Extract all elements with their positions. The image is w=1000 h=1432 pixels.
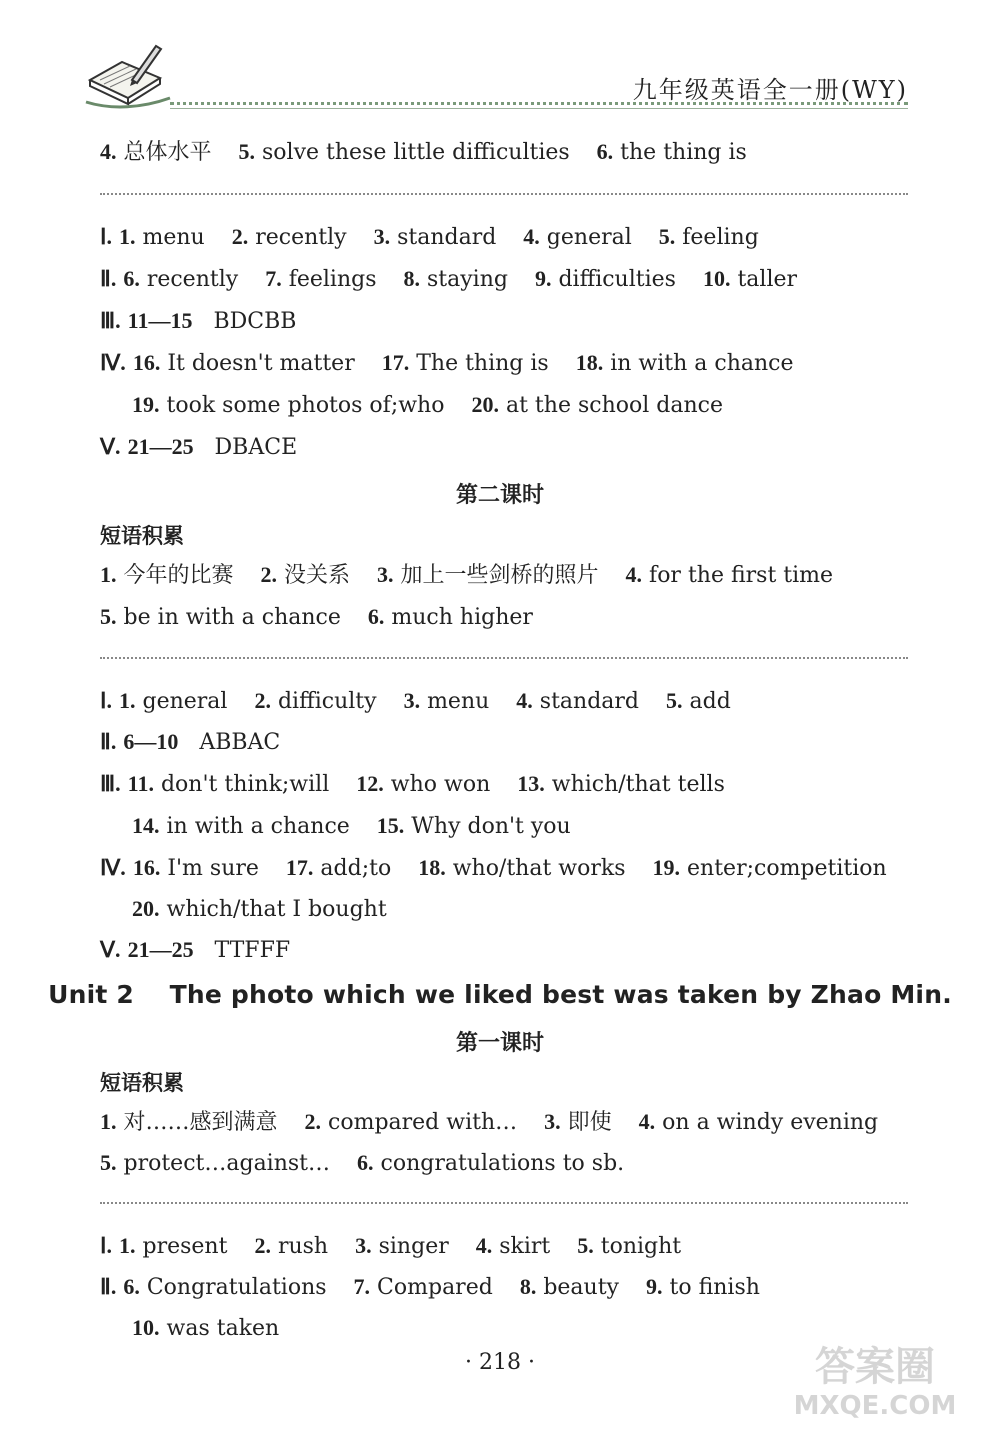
phrase-section-label: 短语积累 (100, 524, 184, 548)
answer-line: 14. in with a chance 15. Why don't you (132, 813, 571, 839)
answer-line: Ⅰ. 1. menu 2. recently 3. standard 4. general 5. feeling (100, 224, 759, 250)
notebook-pen-logo (82, 40, 172, 110)
answer-line: Ⅴ. 21—25 DBACE (100, 434, 298, 460)
phrase-line: 5. be in with a chance 6. much higher (100, 604, 533, 630)
answer-line: 19. took some photos of;who 20. at the school dance (132, 392, 723, 418)
phrase-line: 1. 今年的比赛 2. 没关系 3. 加上一些剑桥的照片 4. for the first time (100, 562, 834, 588)
book-title: 九年级英语全一册(WY) (632, 76, 908, 104)
lesson-heading: 第一课时 (455, 1031, 544, 1056)
answer-line: Ⅲ. 11—15 BDCBB (100, 308, 297, 334)
answer-line: 4. 总体水平 5. solve these little difficulties 6. the thing is (100, 139, 747, 165)
answer-line: Ⅳ. 16. I'm sure 17. add;to 18. who/that works 19. enter;competition (100, 855, 887, 881)
svg-text:MXQE.COM: MXQE.COM (793, 1391, 957, 1421)
watermark-logo (770, 1332, 980, 1422)
page-number: · 218 · (465, 1350, 535, 1375)
phrase-line: 5. protect…against… 6. congratulations to sb. (100, 1150, 625, 1176)
answer-line: Ⅰ. 1. general 2. difficulty 3. menu 4. standard 5. add (100, 688, 731, 714)
answer-line: Ⅰ. 1. present 2. rush 3. singer 4. skirt 5. tonight (100, 1233, 682, 1259)
header-rule (170, 102, 908, 105)
svg-text:答案圈: 答案圈 (815, 1344, 935, 1390)
dotted-separator (100, 193, 908, 195)
answer-line: 20. which/that I bought (132, 896, 387, 922)
answer-line: Ⅱ. 6. Congratulations 7. Compared 8. beauty 9. to finish (100, 1274, 760, 1300)
answer-line: 10. was taken (132, 1315, 280, 1341)
header-rule-2 (170, 108, 908, 109)
answer-line: Ⅴ. 21—25 TTFFF (100, 937, 291, 963)
phrase-section-label: 短语积累 (100, 1071, 184, 1095)
phrase-line: 1. 对……感到满意 2. compared with… 3. 即使 4. on a windy evening (100, 1109, 879, 1135)
dotted-separator (100, 1202, 908, 1204)
answer-line: Ⅱ. 6—10 ABBAC (100, 729, 281, 755)
unit-title: Unit 2 The photo which we liked best was taken by Zhao Min. (48, 980, 952, 1009)
answer-line: Ⅲ. 11. don't think;will 12. who won 13. which/that tells (100, 771, 725, 797)
answer-line: Ⅳ. 16. It doesn't matter 17. The thing is 18. in with a chance (100, 350, 794, 376)
lesson-heading: 第二课时 (455, 483, 544, 508)
dotted-separator (100, 657, 908, 659)
answer-line: Ⅱ. 6. recently 7. feelings 8. staying 9. difficulties 10. taller (100, 266, 798, 292)
